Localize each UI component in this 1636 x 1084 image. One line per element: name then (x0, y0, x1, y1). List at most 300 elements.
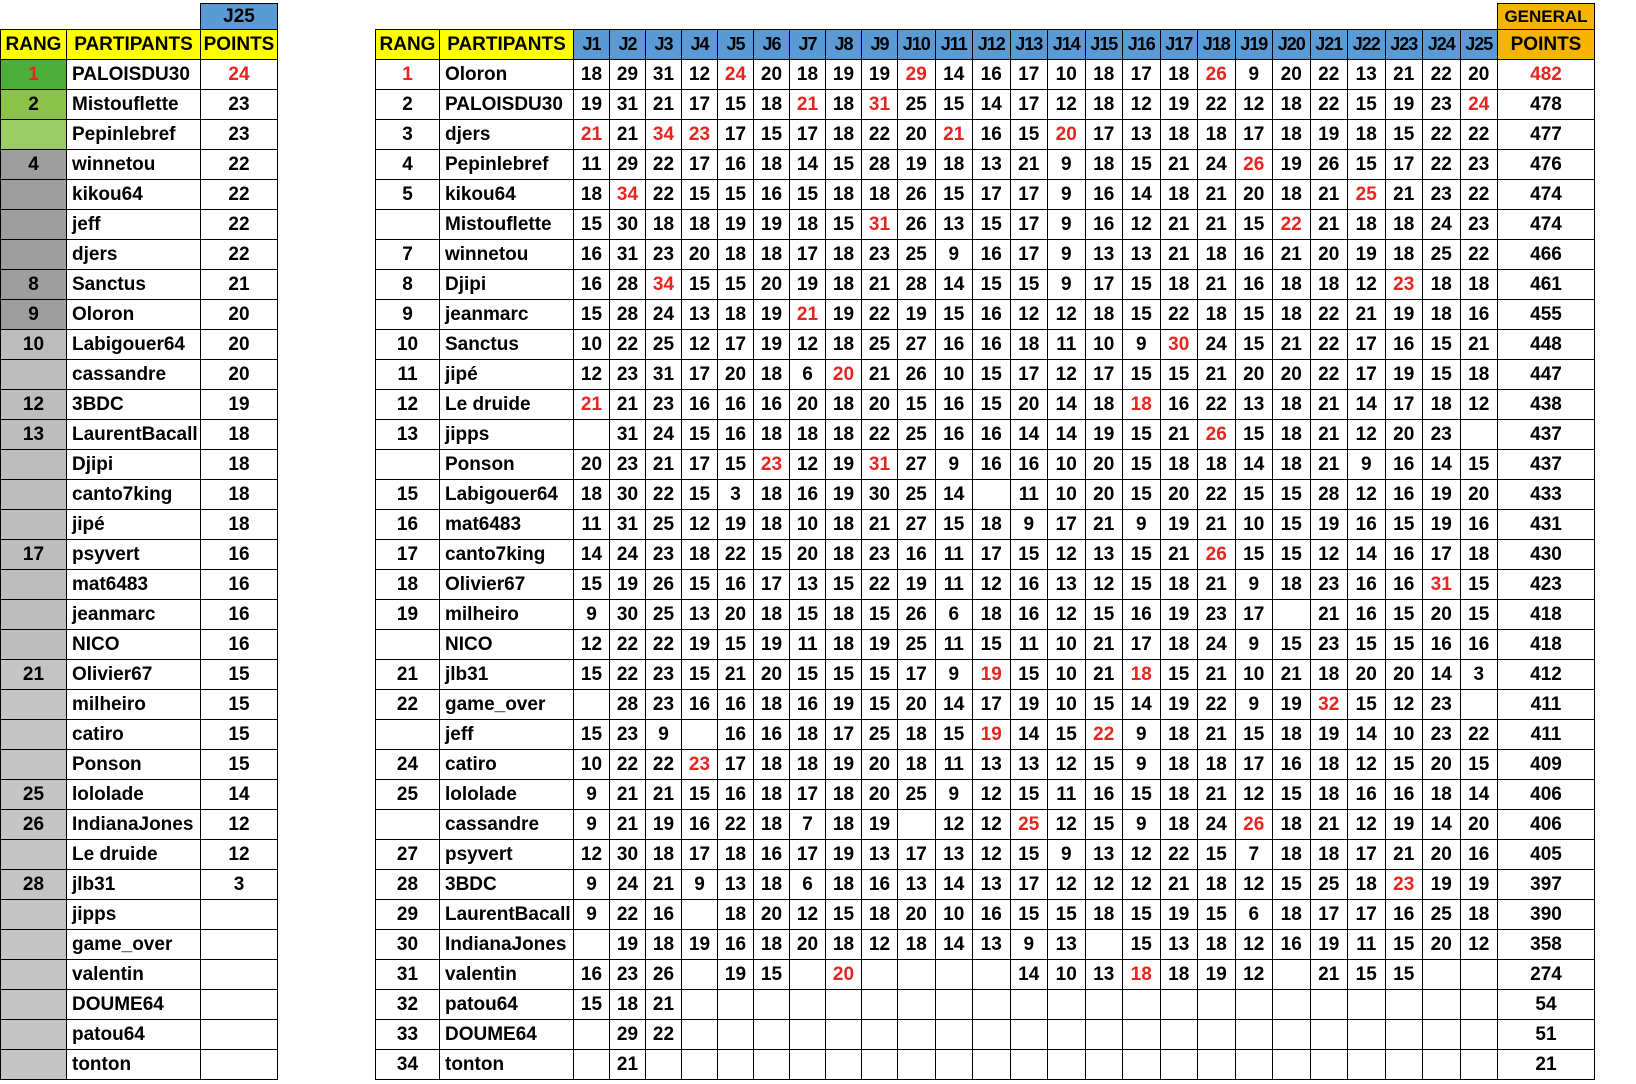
header-j10: J10 (898, 30, 936, 60)
score-cell-j20: 18 (1273, 270, 1311, 300)
score-cell-j16: 17 (1123, 630, 1161, 660)
score-cell-j3: 23 (646, 390, 682, 420)
header-j25: J25 (1460, 30, 1498, 60)
rank-cell: 21 (1, 660, 67, 690)
score-cell-j25: 23 (1460, 210, 1498, 240)
score-cell-j6: 16 (754, 720, 790, 750)
score-cell-j23: 23 (1385, 270, 1423, 300)
table-row (1, 330, 278, 360)
score-cell-j13: 15 (1010, 780, 1048, 810)
score-cell-j17: 16 (1160, 390, 1198, 420)
score-cell-j6: 19 (754, 630, 790, 660)
score-cell-j19: 26 (1235, 150, 1273, 180)
score-cell-j18: 15 (1198, 900, 1236, 930)
table-row (376, 480, 1595, 510)
score-cell-j16: 15 (1123, 780, 1161, 810)
rank-cell (376, 630, 440, 660)
score-cell-j17 (1160, 1020, 1198, 1050)
score-cell-j2: 30 (610, 840, 646, 870)
score-cell-j8: 18 (826, 540, 862, 570)
rank-cell: 16 (376, 510, 440, 540)
score-cell-j9: 15 (862, 660, 898, 690)
participant-name: jeff (67, 210, 201, 240)
score-cell-j5: 15 (718, 270, 754, 300)
score-cell-j8: 19 (826, 750, 862, 780)
score-cell-j23: 16 (1385, 330, 1423, 360)
score-cell-j2: 31 (610, 510, 646, 540)
score-cell-j17: 18 (1160, 60, 1198, 90)
rank-cell (1, 180, 67, 210)
score-cell-j18: 18 (1198, 450, 1236, 480)
total-points-cell: 358 (1498, 930, 1595, 960)
score-cell-j22: 16 (1348, 510, 1386, 540)
points-cell (201, 930, 278, 960)
total-points-cell: 437 (1498, 450, 1595, 480)
score-cell-j15: 15 (1085, 810, 1123, 840)
score-cell-j9: 15 (862, 600, 898, 630)
points-cell: 18 (201, 420, 278, 450)
participant-name: catiro (67, 720, 201, 750)
participant-name: jlb31 (440, 660, 574, 690)
points-cell: 22 (201, 240, 278, 270)
score-cell-j19: 15 (1235, 330, 1273, 360)
participant-name: IndianaJones (440, 930, 574, 960)
score-cell-j1: 9 (574, 870, 610, 900)
blank-cell (790, 4, 826, 30)
score-cell-j24: 23 (1423, 720, 1461, 750)
score-cell-j9: 31 (862, 90, 898, 120)
participant-name: cassandre (440, 810, 574, 840)
score-cell-j8: 18 (826, 120, 862, 150)
participant-name: Pepinlebref (440, 150, 574, 180)
score-cell-j20 (1273, 990, 1311, 1020)
score-cell-j10: 27 (898, 510, 936, 540)
score-cell-j22: 15 (1348, 150, 1386, 180)
score-cell-j9: 20 (862, 390, 898, 420)
points-cell: 20 (201, 330, 278, 360)
rank-cell: 4 (1, 150, 67, 180)
table-row (1, 60, 278, 90)
score-cell-j6: 18 (754, 750, 790, 780)
blank-cell (935, 4, 973, 30)
total-points-cell: 51 (1498, 1020, 1595, 1050)
score-cell-j5: 18 (718, 240, 754, 270)
score-cell-j20: 18 (1273, 120, 1311, 150)
score-cell-j13: 15 (1010, 900, 1048, 930)
score-cell-j24: 18 (1423, 270, 1461, 300)
score-cell-j3: 34 (646, 120, 682, 150)
score-cell-j24: 19 (1423, 870, 1461, 900)
score-cell-j6: 18 (754, 420, 790, 450)
score-cell-j16: 9 (1123, 510, 1161, 540)
total-points-cell: 448 (1498, 330, 1595, 360)
score-cell-j25: 22 (1460, 720, 1498, 750)
score-cell-j19: 15 (1235, 210, 1273, 240)
header-j13: J13 (1010, 30, 1048, 60)
points-cell: 15 (201, 720, 278, 750)
header-j17: J17 (1160, 30, 1198, 60)
points-cell: 15 (201, 690, 278, 720)
rank-cell (1, 360, 67, 390)
score-cell-j23: 16 (1385, 480, 1423, 510)
rank-cell (1, 960, 67, 990)
score-cell-j7: 17 (790, 780, 826, 810)
score-cell-j1: 15 (574, 660, 610, 690)
score-cell-j3: 25 (646, 600, 682, 630)
score-cell-j14: 14 (1048, 420, 1086, 450)
score-cell-j3 (646, 1050, 682, 1080)
score-cell-j13: 16 (1010, 450, 1048, 480)
score-cell-j16: 17 (1123, 60, 1161, 90)
score-cell-j19: 15 (1235, 480, 1273, 510)
score-cell-j15: 21 (1085, 510, 1123, 540)
score-cell-j6 (754, 990, 790, 1020)
score-cell-j9: 21 (862, 510, 898, 540)
score-cell-j7: 17 (790, 120, 826, 150)
total-points-cell: 466 (1498, 240, 1595, 270)
score-cell-j2: 23 (610, 360, 646, 390)
score-cell-j4: 16 (682, 810, 718, 840)
score-cell-j1: 15 (574, 720, 610, 750)
score-cell-j13: 15 (1010, 270, 1048, 300)
score-cell-j25: 16 (1460, 300, 1498, 330)
header-j9: J9 (862, 30, 898, 60)
score-cell-j17: 18 (1160, 630, 1198, 660)
rank-cell (1, 900, 67, 930)
score-cell-j21: 25 (1310, 870, 1348, 900)
participant-name: Pepinlebref (67, 120, 201, 150)
points-cell: 18 (201, 480, 278, 510)
score-cell-j23: 19 (1385, 90, 1423, 120)
score-cell-j15: 22 (1085, 720, 1123, 750)
score-cell-j17: 18 (1160, 180, 1198, 210)
score-cell-j15 (1085, 1050, 1123, 1080)
score-cell-j2: 23 (610, 960, 646, 990)
score-cell-j9: 21 (862, 360, 898, 390)
score-cell-j5: 16 (718, 150, 754, 180)
points-cell: 18 (201, 450, 278, 480)
table-row (376, 270, 1595, 300)
score-cell-j11 (935, 1050, 973, 1080)
score-cell-j1: 21 (574, 120, 610, 150)
score-cell-j25: 19 (1460, 870, 1498, 900)
blank-cell (973, 4, 1011, 30)
blank-cell (1235, 4, 1273, 30)
score-cell-j23: 19 (1385, 300, 1423, 330)
score-cell-j16: 13 (1123, 120, 1161, 150)
score-cell-j3: 23 (646, 540, 682, 570)
score-cell-j23: 21 (1385, 180, 1423, 210)
score-cell-j5: 15 (718, 180, 754, 210)
score-cell-j11: 13 (935, 840, 973, 870)
score-cell-j4: 19 (682, 630, 718, 660)
points-cell: 22 (201, 180, 278, 210)
score-cell-j17: 18 (1160, 450, 1198, 480)
score-cell-j18: 22 (1198, 480, 1236, 510)
score-cell-j16: 9 (1123, 720, 1161, 750)
score-cell-j20: 16 (1273, 930, 1311, 960)
score-cell-j16: 15 (1123, 900, 1161, 930)
rank-cell: 24 (376, 750, 440, 780)
score-cell-j23: 15 (1385, 600, 1423, 630)
participant-name: Olivier67 (67, 660, 201, 690)
score-cell-j5: 19 (718, 960, 754, 990)
score-cell-j8: 18 (826, 810, 862, 840)
score-cell-j12 (973, 1020, 1011, 1050)
points-cell: 16 (201, 540, 278, 570)
score-cell-j12: 15 (973, 210, 1011, 240)
table-row (1, 210, 278, 240)
score-cell-j14: 9 (1048, 210, 1086, 240)
score-cell-j18: 21 (1198, 570, 1236, 600)
score-cell-j16: 13 (1123, 240, 1161, 270)
score-cell-j25 (1460, 1050, 1498, 1080)
score-cell-j18 (1198, 1020, 1236, 1050)
score-cell-j20: 19 (1273, 690, 1311, 720)
score-cell-j25: 15 (1460, 570, 1498, 600)
score-cell-j12: 13 (973, 870, 1011, 900)
score-cell-j6: 18 (754, 150, 790, 180)
score-cell-j18: 21 (1198, 360, 1236, 390)
score-cell-j14: 10 (1048, 960, 1086, 990)
score-cell-j21: 22 (1310, 360, 1348, 390)
score-cell-j21: 18 (1310, 270, 1348, 300)
score-cell-j24: 18 (1423, 780, 1461, 810)
header-j7: J7 (790, 30, 826, 60)
rank-cell: 2 (376, 90, 440, 120)
score-cell-j18 (1198, 1050, 1236, 1080)
score-cell-j4: 9 (682, 870, 718, 900)
table-row (376, 300, 1595, 330)
score-cell-j24: 15 (1423, 330, 1461, 360)
score-cell-j9: 22 (862, 570, 898, 600)
header-j3: J3 (646, 30, 682, 60)
score-cell-j6: 18 (754, 600, 790, 630)
score-cell-j8: 18 (826, 90, 862, 120)
blank-cell (1348, 4, 1386, 30)
score-cell-j18: 22 (1198, 690, 1236, 720)
score-cell-j15 (1085, 1020, 1123, 1050)
table-row (1, 780, 278, 810)
score-cell-j5: 21 (718, 660, 754, 690)
score-cell-j22: 17 (1348, 840, 1386, 870)
score-cell-j20: 18 (1273, 420, 1311, 450)
score-cell-j23: 15 (1385, 630, 1423, 660)
score-cell-j1: 15 (574, 990, 610, 1020)
score-cell-j7: 18 (790, 750, 826, 780)
score-cell-j4: 17 (682, 90, 718, 120)
score-cell-j15: 13 (1085, 240, 1123, 270)
score-cell-j9: 19 (862, 60, 898, 90)
header-j14: J14 (1048, 30, 1086, 60)
score-cell-j22: 19 (1348, 240, 1386, 270)
score-cell-j22 (1348, 990, 1386, 1020)
header-rang: RANG (1, 30, 67, 60)
rank-cell (376, 720, 440, 750)
score-cell-j16: 15 (1123, 570, 1161, 600)
rank-cell: 1 (1, 60, 67, 90)
score-cell-j18: 21 (1198, 660, 1236, 690)
score-cell-j6: 15 (754, 540, 790, 570)
score-cell-j14: 10 (1048, 450, 1086, 480)
score-cell-j11: 14 (935, 870, 973, 900)
table-row (376, 930, 1595, 960)
score-cell-j8 (826, 990, 862, 1020)
blank-cell (718, 4, 754, 30)
score-cell-j5: 19 (718, 210, 754, 240)
score-cell-j20: 21 (1273, 330, 1311, 360)
score-cell-j20 (1273, 600, 1311, 630)
score-cell-j23: 21 (1385, 840, 1423, 870)
score-cell-j9 (862, 960, 898, 990)
score-cell-j12 (973, 960, 1011, 990)
score-cell-j7: 21 (790, 90, 826, 120)
rank-cell: 10 (1, 330, 67, 360)
score-cell-j2: 22 (610, 900, 646, 930)
score-cell-j13: 11 (1010, 480, 1048, 510)
score-cell-j17: 22 (1160, 840, 1198, 870)
score-cell-j15: 15 (1085, 690, 1123, 720)
score-cell-j7: 15 (790, 180, 826, 210)
score-cell-j19: 17 (1235, 750, 1273, 780)
table-row (376, 330, 1595, 360)
blank-cell (1, 4, 67, 30)
score-cell-j7: 20 (790, 390, 826, 420)
score-cell-j8: 19 (826, 480, 862, 510)
score-cell-j3: 21 (646, 870, 682, 900)
total-points-cell: 477 (1498, 120, 1595, 150)
score-cell-j17: 19 (1160, 600, 1198, 630)
total-points-cell: 21 (1498, 1050, 1595, 1080)
score-cell-j10 (898, 1050, 936, 1080)
score-cell-j7: 12 (790, 330, 826, 360)
rank-cell: 33 (376, 1020, 440, 1050)
score-cell-j1 (574, 1050, 610, 1080)
rank-cell: 21 (376, 660, 440, 690)
score-cell-j14: 13 (1048, 930, 1086, 960)
score-cell-j25: 22 (1460, 240, 1498, 270)
table-row (376, 900, 1595, 930)
score-cell-j12: 17 (973, 540, 1011, 570)
table-row (376, 540, 1595, 570)
score-cell-j20 (1273, 960, 1311, 990)
score-cell-j10: 25 (898, 240, 936, 270)
score-cell-j18: 21 (1198, 720, 1236, 750)
score-cell-j1: 21 (574, 390, 610, 420)
blank-cell (646, 4, 682, 30)
score-cell-j2: 28 (610, 690, 646, 720)
score-cell-j3: 23 (646, 240, 682, 270)
rank-cell: 31 (376, 960, 440, 990)
score-cell-j23: 18 (1385, 210, 1423, 240)
score-cell-j10: 25 (898, 780, 936, 810)
score-cell-j17: 21 (1160, 240, 1198, 270)
score-cell-j14: 10 (1048, 480, 1086, 510)
score-cell-j21: 21 (1310, 450, 1348, 480)
score-cell-j2: 29 (610, 150, 646, 180)
score-cell-j9: 22 (862, 420, 898, 450)
participant-name: mat6483 (440, 510, 574, 540)
j25-label: J25 (201, 4, 278, 30)
header-participants: PARTIPANTS (67, 30, 201, 60)
score-cell-j5: 17 (718, 120, 754, 150)
score-cell-j24: 15 (1423, 360, 1461, 390)
participant-name: Ponson (440, 450, 574, 480)
score-cell-j22: 16 (1348, 570, 1386, 600)
score-cell-j11: 10 (935, 360, 973, 390)
score-cell-j4: 23 (682, 120, 718, 150)
score-cell-j17: 18 (1160, 270, 1198, 300)
score-cell-j11: 9 (935, 660, 973, 690)
score-cell-j13: 21 (1010, 150, 1048, 180)
score-cell-j17: 18 (1160, 120, 1198, 150)
score-cell-j20: 19 (1273, 150, 1311, 180)
score-cell-j22: 16 (1348, 780, 1386, 810)
points-cell (201, 990, 278, 1020)
score-cell-j14: 12 (1048, 810, 1086, 840)
score-cell-j24: 22 (1423, 150, 1461, 180)
score-cell-j7 (790, 990, 826, 1020)
score-cell-j3: 24 (646, 420, 682, 450)
score-cell-j22: 9 (1348, 450, 1386, 480)
score-cell-j25: 20 (1460, 480, 1498, 510)
score-cell-j7: 17 (790, 240, 826, 270)
rank-cell: 17 (376, 540, 440, 570)
score-cell-j11 (935, 960, 973, 990)
score-cell-j10: 20 (898, 120, 936, 150)
score-cell-j25: 22 (1460, 120, 1498, 150)
score-cell-j17: 18 (1160, 780, 1198, 810)
score-cell-j21: 17 (1310, 900, 1348, 930)
rank-cell (1, 480, 67, 510)
score-cell-j7: 18 (790, 210, 826, 240)
score-cell-j20: 15 (1273, 540, 1311, 570)
score-cell-j9: 18 (862, 180, 898, 210)
score-cell-j2: 23 (610, 720, 646, 750)
score-cell-j9: 23 (862, 540, 898, 570)
score-cell-j22: 12 (1348, 270, 1386, 300)
score-cell-j25: 18 (1460, 540, 1498, 570)
total-points-cell: 411 (1498, 720, 1595, 750)
score-cell-j9 (862, 990, 898, 1020)
score-cell-j16: 12 (1123, 90, 1161, 120)
score-cell-j10: 28 (898, 270, 936, 300)
score-cell-j18: 18 (1198, 240, 1236, 270)
total-points-cell: 418 (1498, 600, 1595, 630)
score-cell-j6: 20 (754, 900, 790, 930)
score-cell-j1: 10 (574, 750, 610, 780)
header-j15: J15 (1085, 30, 1123, 60)
score-cell-j5: 22 (718, 810, 754, 840)
score-cell-j21: 22 (1310, 90, 1348, 120)
rank-cell: 8 (1, 270, 67, 300)
score-cell-j6: 17 (754, 570, 790, 600)
score-cell-j12: 15 (973, 630, 1011, 660)
participant-name: 3BDC (440, 870, 574, 900)
participant-name: DOUME64 (440, 1020, 574, 1050)
table-row (376, 810, 1595, 840)
score-cell-j21: 21 (1310, 600, 1348, 630)
score-cell-j3: 26 (646, 570, 682, 600)
score-cell-j2: 19 (610, 930, 646, 960)
score-cell-j18: 24 (1198, 810, 1236, 840)
score-cell-j5: 15 (718, 90, 754, 120)
score-cell-j12: 17 (973, 180, 1011, 210)
score-cell-j6: 20 (754, 60, 790, 90)
score-cell-j1 (574, 690, 610, 720)
score-cell-j9 (862, 1050, 898, 1080)
header-j6: J6 (754, 30, 790, 60)
